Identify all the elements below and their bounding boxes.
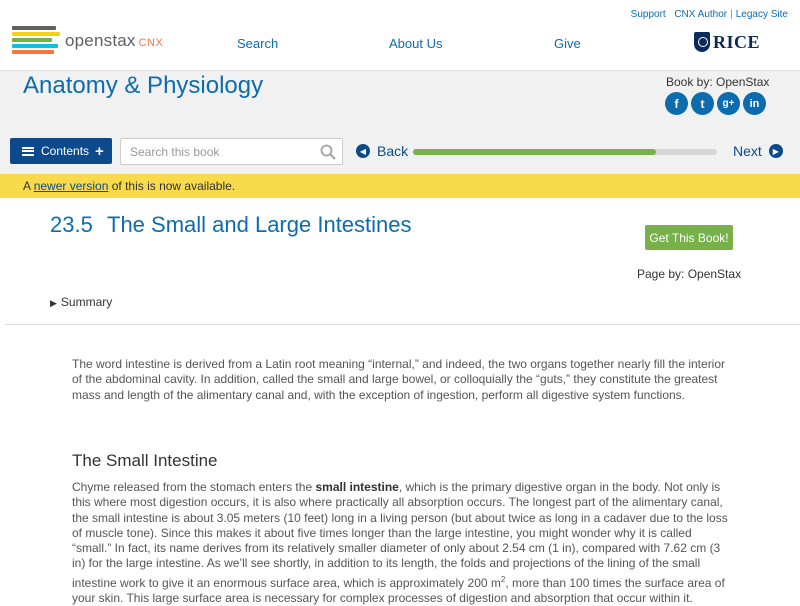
divider bbox=[5, 324, 800, 325]
book-progress-bar bbox=[413, 149, 717, 155]
site-header bbox=[0, 0, 800, 70]
books-icon bbox=[12, 24, 60, 56]
book-by: Book by: OpenStax bbox=[666, 75, 770, 89]
utility-links: Support | CNX Author | Legacy Site bbox=[630, 9, 788, 20]
section-heading: The Small Intestine bbox=[72, 451, 218, 470]
rice-shield-icon bbox=[694, 32, 710, 52]
contents-button[interactable]: Contents + bbox=[10, 138, 112, 164]
back-button[interactable]: ◀ Back bbox=[356, 143, 408, 159]
list-icon bbox=[22, 147, 34, 156]
search-input[interactable] bbox=[121, 139, 311, 164]
nav-give[interactable]: Give bbox=[554, 36, 581, 51]
section-number: 23.5 bbox=[50, 212, 93, 237]
plus-icon: + bbox=[95, 142, 104, 160]
section-title: The Small and Large Intestines bbox=[107, 212, 412, 237]
progress-fill bbox=[413, 149, 656, 155]
body-paragraph: Chyme released from the stomach enters the small intestine, which is the primary digestive organ in the body. Not only is this where most digestion occurs, it is also where practically all absorption occurs. The longest part of the alimentary canal, the small intestine is about 3.05 meters (10 feet) long in a living person (but about twice as long in a cadaver due to the loss of muscle tone). Since this makes it about five times longer than the large intestine, you might wonder why it is called “small.” In fact, its name derives from its relatively smaller diameter of only about 2.54 cm (1 in), compared with 7.62 cm (3 in) for the large intestine. As we’ll see shortly, in addition to its length, the folds and projections of the lining of the small intestine work to give it an enormous surface area, which is approximately 200 $m^2$, more than 100 times the surface area of your skin. This large surface area is necessary for complex processes of digestion and absorption that occur within it. bbox=[72, 480, 728, 606]
nav-about-us[interactable]: About Us bbox=[389, 36, 443, 51]
intro-paragraph: The word intestine is derived from a Latin root meaning “internal,” and indeed, the two organs together nearly fill the interior of the abdominal cavity. In addition, called the small and large bowel, or colloquially the “guts,” they constitute the greatest mass and length of the alimentary canal and, with the exception of ingestion, perform all digestive system functions. bbox=[72, 357, 726, 402]
google-plus-icon[interactable]: g+ bbox=[717, 92, 740, 115]
openstax-logo[interactable] bbox=[12, 24, 182, 56]
social-share bbox=[665, 92, 766, 115]
summary-toggle[interactable]: ▶ Summary bbox=[50, 295, 113, 309]
caret-right-icon: ▶ bbox=[50, 298, 57, 308]
chevron-right-icon: ▶ bbox=[769, 144, 783, 158]
book-title[interactable]: Anatomy & Physiology bbox=[23, 72, 264, 99]
chevron-left-icon: ◀ bbox=[356, 144, 370, 158]
twitter-icon[interactable]: t bbox=[691, 92, 714, 115]
cnx-author-link[interactable]: CNX Author bbox=[674, 9, 728, 20]
newer-version-link[interactable]: newer version bbox=[33, 179, 109, 193]
support-link[interactable]: Support bbox=[630, 9, 666, 20]
nav-search[interactable]: Search bbox=[237, 36, 279, 51]
search-icon[interactable] bbox=[320, 144, 336, 160]
search-box bbox=[120, 138, 343, 165]
key-term: small intestine bbox=[315, 480, 399, 494]
page-by: Page by: OpenStax bbox=[637, 267, 742, 281]
facebook-icon[interactable]: f bbox=[665, 92, 688, 115]
get-this-book-button[interactable]: Get This Book! bbox=[645, 225, 733, 250]
book-header bbox=[0, 70, 800, 174]
linkedin-icon[interactable]: in bbox=[743, 92, 766, 115]
logo-wordmark: openstax CNX bbox=[65, 31, 164, 50]
legacy-site-link[interactable]: Legacy Site bbox=[735, 9, 788, 20]
rice-logo[interactable]: RICE bbox=[694, 31, 760, 53]
newer-version-notice: A newer version of this is now available. bbox=[0, 174, 800, 198]
next-button[interactable]: Next ▶ bbox=[733, 143, 783, 159]
